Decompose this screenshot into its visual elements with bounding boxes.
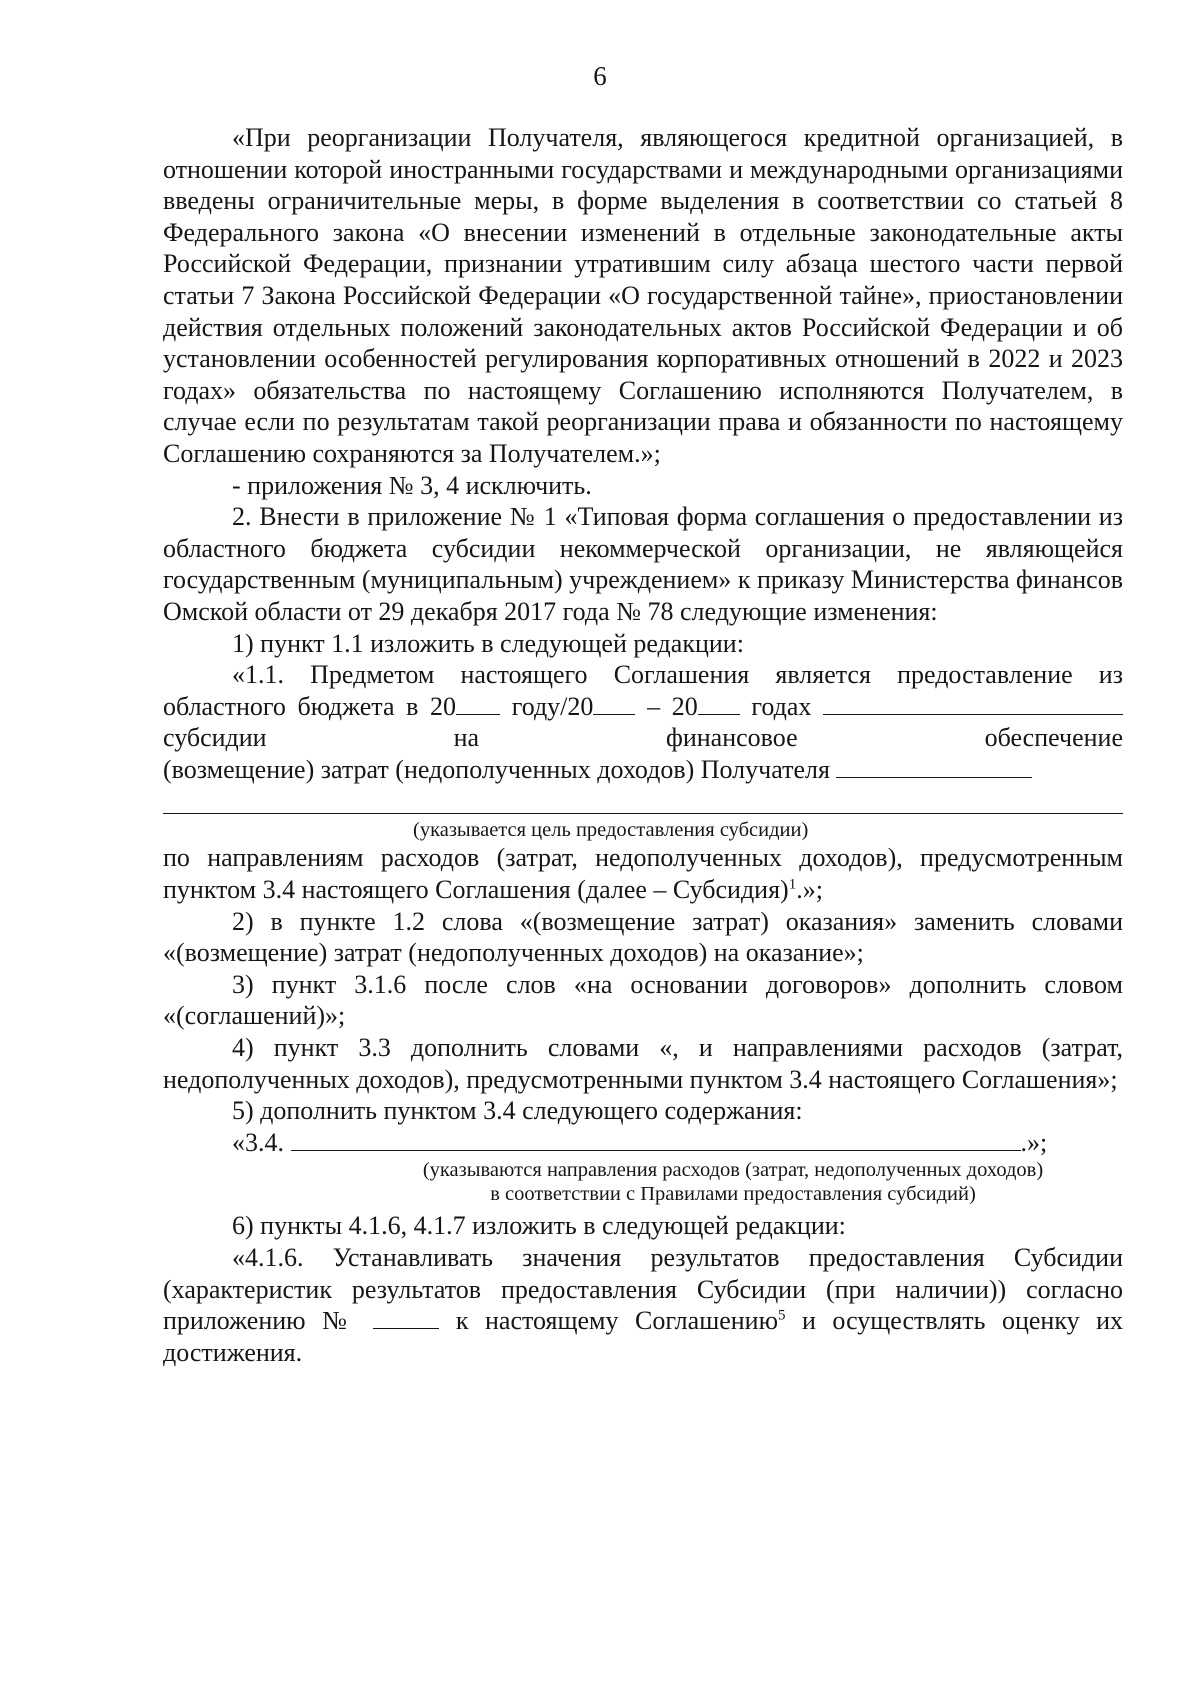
hint-subsidy-purpose: (указывается цель предоставления субсидии) xyxy=(413,819,809,842)
paragraph-reorganization: «При реорганизации Получателя, являющегося кредитной организацией, в отношении которой иностранными государствами и международными организациями введены ограничительные меры, в форме выделения в соответствии со статьей 8 Федерального закона «О внесении изменений в отдельные законодательные акты Российской Федерации, признании утратившим силу абзаца шестого части первой статьи 7 Закона Российской Федерации «О государственной тайне», приостановлении действия отдельных положений законодательных актов Российской Федерации и об установлении особенностей регулирования корпоративных отношений в 2022 и 2023 годах» обязательства по настоящему Соглашению исполняются Получателем, в случае если по результатам такой реорганизации права и обязанности по настоящему Соглашению сохраняются за Получателем.»; xyxy=(163,123,1123,468)
clause-1-1-costs-text: (возмещение) затрат (недополученных доходов) Получателя xyxy=(163,754,830,784)
purpose-blank-line xyxy=(163,785,1123,814)
hint-directions xyxy=(343,1158,1123,1206)
paragraph-item-6: 6) пункты 4.1.6, 4.1.7 изложить в следующей редакции: xyxy=(232,1211,846,1241)
appendix-number-blank xyxy=(373,1306,439,1329)
clause-1-1-text: «1.1. Предметом настоящего Соглашения является предоставление из областного бюджета в 20 xyxy=(163,660,1123,721)
paragraph-clause-4-1-6 xyxy=(163,1242,1123,1368)
paragraph-item-5: 5) дополнить пунктом 3.4 следующего содержания: xyxy=(232,1096,803,1126)
document-body xyxy=(163,122,1123,1368)
clause-4-1-6-end: и осуществлять оценку их достижения. xyxy=(163,1306,1124,1367)
directions-text: по направлениям расходов (затрат, недополученных доходов), предусмотренным пунктом 3.4 настоящего Соглашения (далее – Субсидия) xyxy=(163,843,1123,905)
paragraph-item-1: 1) пункт 1.1 изложить в следующей редакции: xyxy=(232,628,744,658)
clause-1-1-year-prefix: 20 xyxy=(671,691,698,721)
clause-4-1-6-agreement: к настоящему Соглашению xyxy=(455,1306,779,1336)
clause-3-4-blank xyxy=(291,1128,1021,1151)
year-blank-3 xyxy=(698,692,740,715)
paragraph-directions xyxy=(163,842,1123,905)
clause-3-4-label: «3.4. xyxy=(232,1127,284,1157)
clause-1-1-dash: – xyxy=(647,691,661,721)
clause-1-1-year-label: году/20 xyxy=(511,691,594,721)
recipient-blank xyxy=(836,755,1032,778)
clause-3-4-end: .»; xyxy=(1020,1127,1048,1157)
subsidy-name-blank xyxy=(823,692,1123,715)
paragraph-item-3: 3) пункт 3.1.6 после слов «на основании договоров» дополнить словом «(соглашений)»; xyxy=(163,969,1123,1031)
paragraph-clause-1-1-cont xyxy=(163,754,1123,786)
clause-4-1-6-text: «4.1.6. Устанавливать значения результатов предоставления Субсидии (характеристик результатов предоставления Субсидии (при наличии)) согласно приложению № xyxy=(163,1243,1123,1336)
paragraph-amend-appendix-1: 2. Внести в приложение № 1 «Типовая форма соглашения о предоставлении из областного бюджета субсидии некоммерческой организации, не являющейся государственным (муниципальным) учреждением» к приказу Министерства финансов Омской области от 29 декабря 2017 года № 78 следующие изменения: xyxy=(163,502,1123,626)
hint-directions-line-2: в соответствии с Правилами предоставления субсидий) xyxy=(490,1183,976,1206)
paragraph-item-4: 4) пункт 3.3 дополнить словами «, и направлениями расходов (затрат, недополученных доходов), предусмотренными пунктом 3.4 настоящего Соглашения»; xyxy=(163,1033,1123,1094)
hint-directions-line-1: (указываются направления расходов (затрат, недополученных доходов) xyxy=(422,1159,1044,1182)
page-number: 6 xyxy=(593,61,607,91)
footnote-mark-1: 1 xyxy=(788,876,797,893)
paragraph-item-2: 2) в пункте 1.2 слова «(возмещение затрат) оказания» заменить словами «(возмещение) затрат (недополученных доходов) на оказание»; xyxy=(163,906,1123,968)
directions-end: .»; xyxy=(796,875,823,905)
paragraph-clause-3-4 xyxy=(163,1127,1123,1159)
year-blank-2 xyxy=(593,692,635,715)
paragraph-exclude-appendices: - приложения № 3, 4 исключить. xyxy=(232,470,592,500)
paragraph-clause-1-1 xyxy=(163,659,1123,754)
year-blank-1 xyxy=(456,692,500,715)
clause-1-1-subsidy-text: субсидии на финансовое обеспечение xyxy=(163,723,1123,753)
footnote-mark-5: 5 xyxy=(778,1307,786,1324)
clause-1-1-years-word: годах xyxy=(751,691,812,721)
